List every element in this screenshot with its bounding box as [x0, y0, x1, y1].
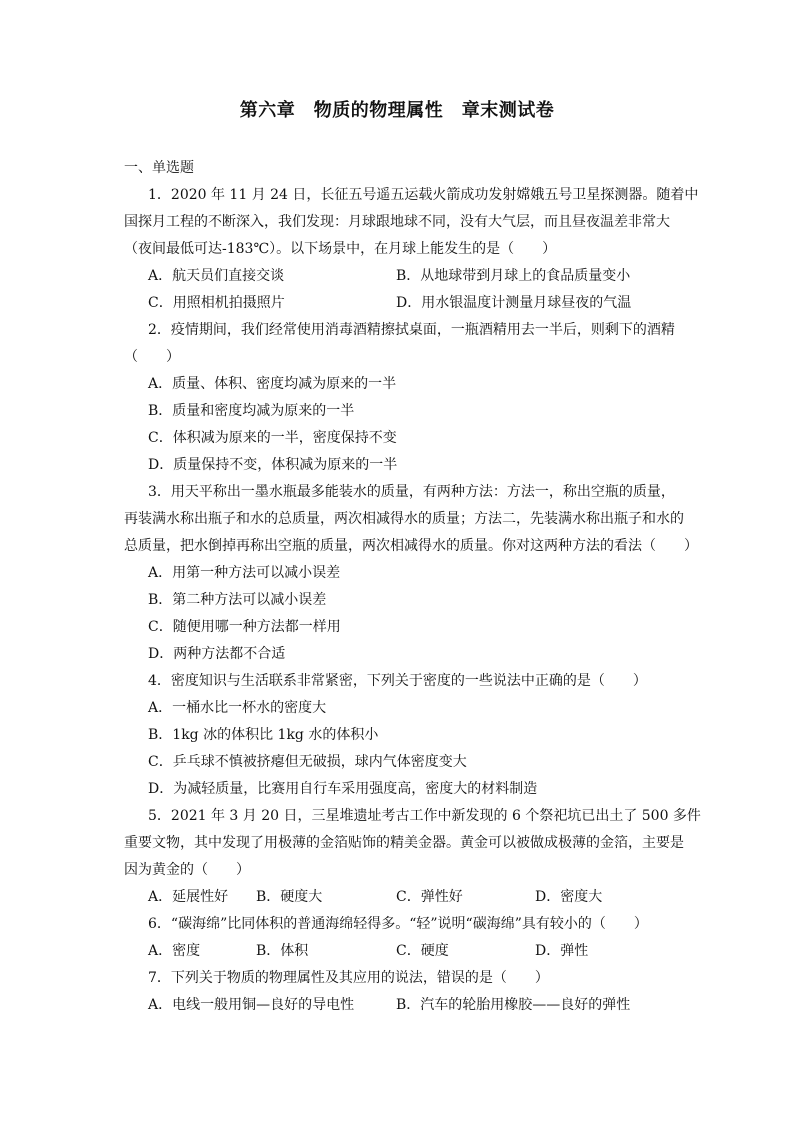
question-2-option-a: A．质量、体积、密度均减为原来的一半	[148, 376, 397, 392]
question-1-option-b: B．从地球带到月球上的食品质量变小	[396, 268, 631, 284]
question-6-option-c: C．硬度	[396, 943, 449, 959]
question-7-option-a: A．电线一般用铜—良好的导电性	[148, 997, 355, 1013]
question-1-line-2: 国探月工程的不断深入，我们发现：月球跟地球不同，没有大气层，而且昼夜温差非常大	[124, 214, 670, 230]
question-5-line-2: 重要文物，其中发现了用极薄的金箔贴饰的精美金器。黄金可以被做成极薄的金箔，主要是	[124, 835, 684, 851]
question-4-option-b: B．1kg 冰的体积比 1kg 水的体积小	[148, 727, 379, 743]
question-5-line-3: 因为黄金的（ ）	[124, 862, 250, 878]
question-1-option-c: C．用照相机拍摄照片	[148, 295, 285, 311]
question-6-option-a: A．密度	[148, 943, 201, 959]
question-3-line-1: 3．用天平称出一墨水瓶最多能装水的质量，有两种方法：方法一，称出空瓶的质量，	[148, 484, 675, 500]
question-2-option-d: D．质量保持不变，体积减为原来的一半	[148, 457, 398, 473]
question-7-option-b: B．汽车的轮胎用橡胶——良好的弹性	[396, 997, 631, 1013]
question-1-line-1: 1．2020 年 11 月 24 日，长征五号遥五运载火箭成功发射嫦娥五号卫星探测器。随着中	[148, 187, 699, 203]
question-4-option-c: C．乒乓球不慎被挤瘪但无破损，球内气体密度变大	[148, 754, 467, 770]
question-2-line-2: （ ）	[124, 349, 180, 365]
question-3-option-b: B．第二种方法可以减小误差	[148, 592, 327, 608]
question-5-option-d: D．密度大	[535, 889, 603, 905]
question-5-option-b: B．硬度大	[256, 889, 323, 905]
section-heading: 一、单选题	[124, 160, 194, 176]
question-2-option-c: C．体积减为原来的一半，密度保持不变	[148, 430, 397, 446]
question-5-option-c: C．弹性好	[396, 889, 463, 905]
question-2-option-b: B．质量和密度均减为原来的一半	[148, 403, 355, 419]
question-6-option-d: D．弹性	[535, 943, 589, 959]
page-title: 第六章 物质的物理属性 章末测试卷	[239, 100, 555, 121]
question-3-option-d: D．两种方法都不合适	[148, 646, 286, 662]
question-6-option-b: B．体积	[256, 943, 309, 959]
question-5-line-1: 5．2021 年 3 月 20 日，三星堆遗址考古工作中新发现的 6 个祭祀坑已出土了 500 多件	[148, 808, 701, 824]
question-1-line-3: （夜间最低可达-183℃）。以下场景中，在月球上能发生的是（ ）	[124, 241, 557, 257]
question-5-option-a: A．延展性好	[148, 889, 229, 905]
question-3-option-c: C．随便用哪一种方法都一样用	[148, 619, 341, 635]
question-3-line-2: 再装满水称出瓶子和水的总质量，两次相减得水的质量；方法二，先装满水称出瓶子和水的	[124, 511, 684, 527]
question-4-option-d: D．为减轻质量，比赛用自行车采用强度高，密度大的材料制造	[148, 781, 538, 797]
question-3-line-3: 总质量，把水倒掉再称出空瓶的质量，两次相减得水的质量。你对这两种方法的看法（ ）	[124, 538, 698, 554]
question-3-option-a: A．用第一种方法可以减小误差	[148, 565, 341, 581]
question-2-line-1: 2．疫情期间，我们经常使用消毒酒精擦拭桌面，一瓶酒精用去一半后，则剩下的酒精	[148, 322, 675, 338]
question-4-option-a: A．一桶水比一杯水的密度大	[148, 700, 327, 716]
question-7-line-1: 7．下列关于物质的物理属性及其应用的说法，错误的是（ ）	[148, 970, 549, 986]
question-1-option-a: A．航天员们直接交谈	[148, 268, 285, 284]
question-4-line-1: 4．密度知识与生活联系非常紧密，下列关于密度的一些说法中正确的是（ ）	[148, 673, 647, 689]
question-6-line-1: 6．“碳海绵”比同体积的普通海绵轻得多。“轻”说明“碳海绵”具有较小的（ ）	[148, 916, 648, 932]
question-1-option-d: D．用水银温度计测量月球昼夜的气温	[396, 295, 632, 311]
